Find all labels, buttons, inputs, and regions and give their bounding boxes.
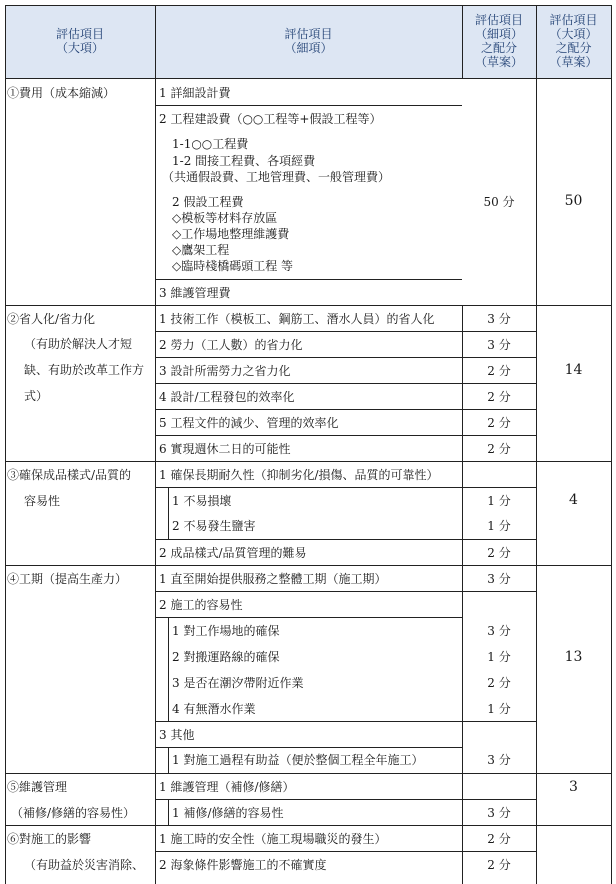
- indent-divider: [168, 799, 169, 825]
- section-4-row-5-score: 2 分: [487, 676, 511, 690]
- row-divider: [155, 487, 536, 488]
- section-2-row-3: 3 設計所需勞力之省力化: [159, 364, 291, 378]
- section-5-row-1: 1 維護管理（補修/修繕）: [159, 780, 295, 794]
- section-3-row-1: 1 確保長期耐久性（抑制劣化/損傷、品質的可靠性）: [159, 468, 439, 482]
- border-section-2-end: [5, 461, 612, 462]
- border-col-2-header: [462, 5, 463, 79]
- section-2-row-4: 4 設計/工程發包的效率化: [159, 390, 295, 404]
- section-5-row-2: 1 補修/修繕的容易性: [172, 806, 284, 820]
- section-1-row-2: 2 工程建設費（○○工程等+假設工程等）: [159, 112, 382, 126]
- section-4-row-2: 2 施工的容易性: [159, 598, 243, 612]
- section-2-row-2-score: 3 分: [487, 338, 511, 352]
- section-6-row-2-score: 2 分: [487, 858, 511, 872]
- border-right: [611, 5, 612, 884]
- border-left: [5, 5, 6, 884]
- border-col-3: [536, 5, 537, 884]
- section-2-row-6-score: 2 分: [487, 442, 511, 456]
- section-4-row-6-score: 1 分: [487, 702, 511, 716]
- row-divider: [155, 409, 536, 410]
- border-section-1-end: [5, 305, 612, 306]
- header-major-title: 評估項目 （大項）: [55, 27, 104, 55]
- row-divider: [155, 357, 536, 358]
- row-divider: [155, 279, 462, 280]
- header-major-score-title: 評估項目 （大項） 之配分 （草案）: [549, 13, 598, 69]
- section-5-total: 3: [569, 779, 578, 795]
- header-minor-title: 評估項目 （細項）: [284, 27, 333, 55]
- section-2-row-6: 6 實現週休二日的可能性: [159, 442, 291, 456]
- section-3-row-3: 2 不易發生鹽害: [172, 519, 256, 533]
- section-4-row-3-score: 3 分: [487, 624, 511, 638]
- border-header-bottom: [5, 78, 612, 79]
- row-divider: [155, 383, 536, 384]
- section-2-row-2: 2 勞力（工人數）的省力化: [159, 338, 303, 352]
- row-divider: [155, 799, 536, 800]
- section-2-row-1: 1 技術工作（模板工、鋼筋工、潛水人員）的省人化: [159, 312, 435, 326]
- border-section-4-end: [5, 773, 612, 774]
- section-5-row-2-score: 3 分: [487, 806, 511, 820]
- section-4-row-7: 3 其他: [159, 728, 195, 742]
- border-col-2: [462, 305, 463, 884]
- indent-divider: [168, 617, 169, 721]
- section-3-row-4: 2 成品樣式/品質管理的難易: [159, 546, 307, 560]
- row-divider: [155, 747, 462, 748]
- section-2-row-4-score: 2 分: [487, 390, 511, 404]
- section-4-row-1-score: 3 分: [487, 572, 511, 586]
- row-divider: [155, 435, 536, 436]
- indent-divider: [168, 747, 169, 773]
- row-divider: [155, 617, 462, 618]
- section-6-row-2: 2 海象條件影響施工的不確實度: [159, 858, 327, 872]
- row-divider: [155, 591, 536, 592]
- section-4-row-3: 1 對工作場地的確保: [172, 624, 280, 638]
- border-top: [5, 5, 612, 6]
- section-4-row-5: 3 是否在潮汐帶附近作業: [172, 676, 304, 690]
- section-2-row-5: 5 工程文件的減少、管理的效率化: [159, 416, 339, 430]
- border-section-3-end: [5, 565, 612, 566]
- section-2-row-5-score: 2 分: [487, 416, 511, 430]
- indent-divider: [168, 487, 169, 539]
- section-2-row-1-score: 3 分: [487, 312, 511, 326]
- header-minor-score-title: 評估項目 （細項） 之配分 （草案）: [474, 13, 523, 69]
- row-divider: [155, 721, 536, 722]
- section-1-score: 50 分: [483, 195, 515, 209]
- section-1-row-5: 3 維護管理費: [159, 286, 231, 300]
- border-col-1: [155, 5, 156, 884]
- section-3-row-4-score: 2 分: [487, 546, 511, 560]
- section-4-row-4: 2 對搬運路線的確保: [172, 650, 280, 664]
- row-divider: [155, 331, 536, 332]
- row-divider: [155, 851, 536, 852]
- section-4-row-4-score: 1 分: [487, 650, 511, 664]
- section-4-total: 13: [564, 649, 583, 665]
- section-2-row-3-score: 2 分: [487, 364, 511, 378]
- section-1-title: ①費用（成本縮減）: [7, 86, 116, 100]
- section-6-row-1: 1 施工時的安全性（施工現場職災的發生）: [159, 832, 387, 846]
- section-4-row-8-score: 3 分: [487, 753, 511, 767]
- section-4-row-1: 1 直至開始提供服務之整體工期（施工期）: [159, 572, 387, 586]
- section-1-row-1: 1 詳細設計費: [159, 86, 231, 100]
- section-4-row-8: 1 對施工過程有助益（便於整個工程全年施工）: [172, 753, 424, 767]
- section-6-row-1-score: 2 分: [487, 832, 511, 846]
- section-3-row-2: 1 不易損壞: [172, 494, 232, 508]
- row-divider: [155, 105, 462, 106]
- section-3-total: 4: [569, 492, 578, 508]
- section-4-title: ④工期（提高生產力）: [7, 572, 128, 586]
- row-divider: [155, 539, 536, 540]
- border-section-5-end: [5, 825, 612, 826]
- section-2-total: 14: [564, 362, 583, 378]
- evaluation-table: 評估項目 （大項） 評估項目 （細項） 評估項目 （細項） 之配分 （草案） 評估項目 （大項） 之配分 （草案） ①費用（成本縮減） 1 詳細設計費 2 工程建設費（○○工程等+假設工程等） 1-1○○工程費 1-2 間接工程費、各項經費 （共通假設費、工地管理費、一般管理費） 2 假設工程費 ◇模板等材料存放區 ◇工作場地整理維護費 ◇鷹架工程 ◇臨時棧橋碼頭工程 等 3 維護管理費 50 分 50 ②省人化/省力化 （有助於解決人才短 缺、有助於改革工作方 式） 1 技術工作（模板工、鋼筋工、潛水人員）的省人化 3 分 2 勞力（工人數）的省力化 3 分 3 設計所需勞力之省力化 2 分 4 設計/工程發包的效率化 2 分 5 工程文件的減少、管理的效率化 2 分 6 實現週休二日的可能性 2 分 14 ③確保成品樣式/品質的 容易性 1 確保長期耐久性（抑制劣化/損傷、品質的可靠性） 1 不易損壞 1 分 2 不易發生鹽害 1 分 2 成品樣式/品質管理的難易 2 分 4 ④工期（提高生產力） 1 直至開始提供服務之整體工期（施工期） 3 分 2 施工的容易性 1 對工作場地的確保 3 分 2 對搬運路線的確保 1 分 3 是否在潮汐帶附近作業 2 分 4 有無潛水作業 1 分 3 其他 1 對施工過程有助益（便於整個工程全年施工） 3 分 13 ⑤維護管理 （補修/修繕的容易性） 1 維護管理（補修/修繕） 1 補修/修繕的容易性 3 分 3 ⑥對施工的影響 （有助益於災害消除、 1 施工時的安全性（施工現場職災的發生） 2 分 2 海象條件影響施工的不確實度 2 分: [0, 0, 616, 884]
- section-4-row-6: 4 有無潛水作業: [172, 702, 256, 716]
- section-3-row-3-score: 1 分: [487, 519, 511, 533]
- section-3-row-2-score: 1 分: [487, 494, 511, 508]
- section-1-total: 50: [564, 193, 583, 209]
